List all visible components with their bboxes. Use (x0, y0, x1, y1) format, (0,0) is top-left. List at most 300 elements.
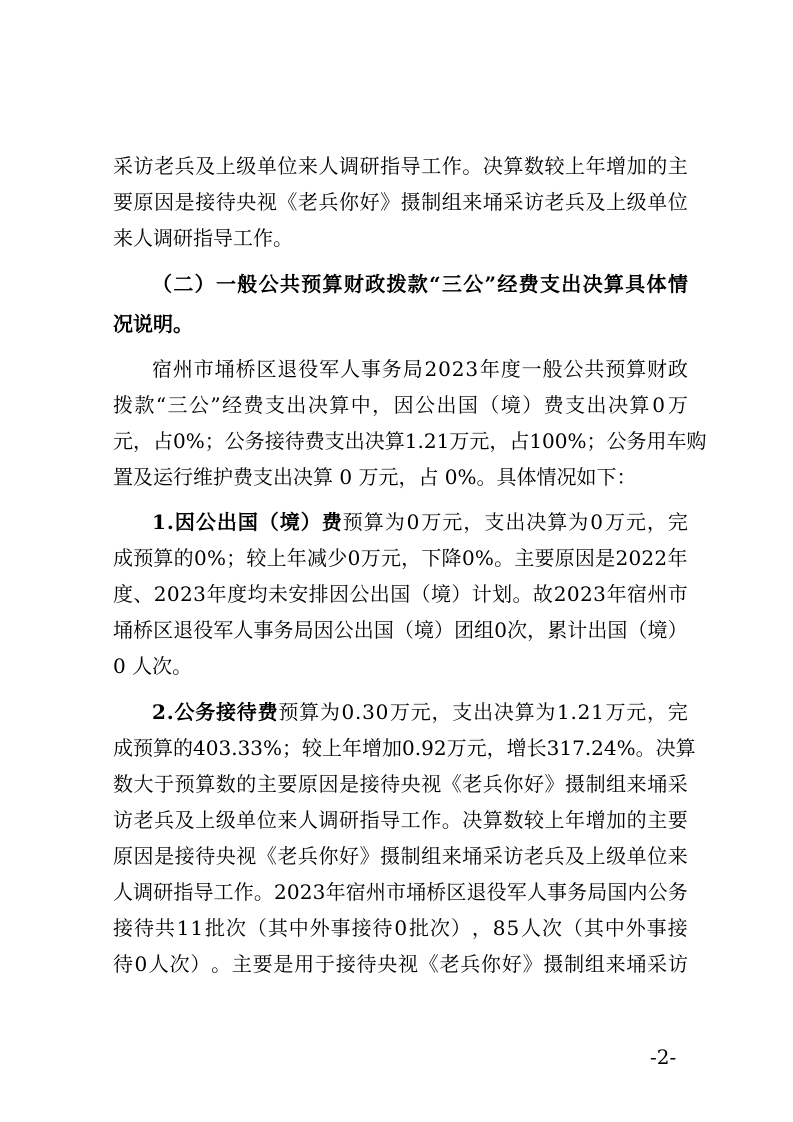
bold-text-segment: 体 (646, 272, 667, 296)
text-segment: 州 (172, 357, 193, 381)
text-segment: 国 (607, 880, 628, 904)
text-segment: 2 (424, 357, 438, 381)
text-segment: 次 (169, 952, 190, 976)
bold-text-segment: 公 (258, 272, 279, 296)
text-line (113, 838, 688, 874)
text-segment: 待 (380, 772, 401, 796)
text-segment: 退 (466, 880, 487, 904)
text-segment: 是 (174, 190, 195, 214)
text-segment: 的 (173, 736, 193, 760)
text-segment: 采 (113, 154, 133, 178)
text-segment: 作 (233, 880, 254, 904)
text-segment: 数 (503, 808, 524, 832)
text-segment: 费 (304, 429, 325, 453)
text-segment: 工 (213, 880, 234, 904)
text-segment: （ (479, 393, 500, 417)
bold-text-segment: 出 (216, 510, 237, 534)
bold-text-segment: 务 (195, 700, 216, 724)
text-segment: 数 (523, 154, 544, 178)
text-segment: 上 (322, 736, 343, 760)
text-segment: 。 (211, 952, 232, 976)
bold-text-segment: 费 (321, 510, 342, 534)
text-segment: 万 (605, 700, 626, 724)
text-segment: 年 (667, 546, 688, 570)
text-segment: 万 (446, 736, 467, 760)
text-segment: 。 (253, 880, 274, 904)
text-segment: 故 (532, 582, 553, 606)
text-segment: 待 (215, 190, 236, 214)
text-segment: 0 人次。 (113, 654, 193, 678)
text-segment: 0 (438, 357, 451, 381)
text-segment: 《 (277, 190, 298, 214)
text-segment: 上 (195, 808, 216, 832)
text-segment: 用 (294, 952, 315, 976)
text-segment: 0 (375, 700, 389, 724)
text-segment: 视 (236, 844, 257, 868)
text-segment: 退 (277, 357, 298, 381)
text-segment: 老 (523, 844, 544, 868)
bold-text-segment: 算 (322, 272, 343, 296)
text-segment: 级 (236, 154, 257, 178)
text-segment: 区 (256, 357, 277, 381)
text-segment: 算 (675, 736, 696, 760)
text-segment: 支 (264, 393, 285, 417)
text-segment: 公 (188, 393, 209, 417)
text-segment: 决 (364, 429, 385, 453)
text-segment: 决 (462, 808, 483, 832)
text-segment: 你 (339, 190, 360, 214)
text-segment: 预 (133, 736, 153, 760)
text-segment: 未 (267, 582, 288, 606)
text-segment: 年 (286, 546, 307, 570)
text-segment: 0 (134, 952, 148, 976)
text-segment: 元 (466, 736, 487, 760)
bold-text-segment: 况说明。 (113, 312, 193, 336)
text-segment: 事 (360, 357, 381, 381)
text-segment: 4 (193, 736, 206, 760)
text-segment: 预 (133, 546, 154, 570)
text-segment: 3 (237, 736, 251, 760)
text-segment: 作 (421, 808, 442, 832)
text-segment: 。 (512, 582, 533, 606)
text-segment: 1 (591, 700, 604, 724)
text-segment: 要 (252, 952, 273, 976)
text-line (113, 612, 688, 648)
text-segment: 、 (133, 582, 154, 606)
text-segment: 央 (400, 772, 421, 796)
text-segment: 人 (148, 952, 169, 976)
text-segment: 》 (380, 190, 401, 214)
text-segment: 公 (333, 618, 354, 642)
text-segment: 内 (627, 880, 648, 904)
text-segment: 加 (626, 154, 647, 178)
text-segment: 役 (298, 357, 319, 381)
text-segment: 是 (273, 952, 294, 976)
text-segment: 元 (410, 700, 431, 724)
text-line (113, 802, 688, 838)
text-line (113, 540, 688, 576)
text-segment: 上 (544, 808, 565, 832)
bold-text-segment: 公 (174, 700, 195, 724)
text-segment: 桥 (426, 880, 447, 904)
text-segment: 摄 (565, 772, 586, 796)
text-segment: 2 (153, 582, 167, 606)
text-segment: 公 (224, 429, 245, 453)
text-segment: 数 (215, 772, 236, 796)
text-segment: 。 (635, 736, 656, 760)
text-segment: 原 (133, 190, 154, 214)
bold-text-segment: “ (429, 272, 441, 296)
text-segment: 组 (441, 190, 462, 214)
text-segment: 访 (133, 154, 154, 178)
text-segment: 决 (482, 154, 503, 178)
text-segment: 出 (286, 393, 307, 417)
text-segment: ， (133, 429, 153, 453)
text-segment: 占 (153, 429, 173, 453)
text-segment: 2 (654, 546, 668, 570)
text-segment: 3 (362, 700, 375, 724)
text-line (152, 694, 688, 730)
text-segment: 财 (646, 357, 667, 381)
text-segment: 1 (559, 736, 573, 760)
text-segment: 埇 (482, 190, 503, 214)
text-segment: 局 (293, 618, 314, 642)
text-segment: . (417, 429, 424, 453)
text-segment: 摄 (380, 844, 401, 868)
bold-text-segment: 1 (152, 510, 166, 534)
text-segment: 的 (626, 808, 647, 832)
text-line (113, 306, 688, 342)
text-segment: 区 (446, 880, 467, 904)
text-segment: 要 (113, 190, 133, 214)
text-segment: 其 (583, 916, 604, 940)
text-segment: 埇 (626, 952, 647, 976)
text-segment: 单 (236, 808, 257, 832)
text-segment: 兵 (544, 844, 565, 868)
text-segment: ， (646, 510, 667, 534)
text-segment: 累 (547, 618, 568, 642)
text-segment: 兵 (460, 952, 481, 976)
text-segment: 境 (430, 582, 451, 606)
text-segment: ） (190, 952, 211, 976)
text-segment: 3 (218, 736, 232, 760)
text-line (113, 220, 688, 256)
text-segment: 因 (393, 393, 414, 417)
text-segment: 因 (133, 844, 154, 868)
text-segment: 2 (577, 700, 591, 724)
text-segment: 度 (227, 582, 248, 606)
bold-text-segment: 费 (518, 272, 539, 296)
text-segment: 0 (542, 429, 555, 453)
text-segment: 老 (544, 190, 565, 214)
text-segment: 接 (359, 772, 380, 796)
text-segment: 访 (667, 952, 688, 976)
text-line (113, 576, 688, 612)
bold-text-segment: 三 (441, 272, 462, 296)
text-segment: 次 (225, 916, 246, 940)
text-segment: 其 (267, 916, 288, 940)
text-segment: 度 (113, 582, 133, 606)
text-segment: 国 (373, 618, 394, 642)
text-segment: 务 (567, 880, 588, 904)
text-segment: 访 (503, 844, 524, 868)
text-segment: 人 (113, 880, 133, 904)
text-segment: 军 (506, 880, 527, 904)
text-segment: 一 (521, 357, 542, 381)
text-segment: 公 (647, 880, 668, 904)
text-segment: 费 (243, 393, 264, 417)
text-segment: 决 (607, 393, 628, 417)
bold-text-segment: ） (300, 510, 321, 534)
text-segment: 接 (335, 952, 356, 976)
bold-text-segment: . (166, 510, 174, 534)
text-segment: 0 (166, 582, 180, 606)
text-segment: 为 (384, 510, 405, 534)
bold-text-segment: 具 (625, 272, 646, 296)
text-segment: 桥 (235, 357, 256, 381)
text-segment: ， (471, 916, 492, 940)
text-segment: 采 (667, 772, 688, 796)
text-segment: 接 (174, 844, 195, 868)
text-segment: 万 (449, 429, 470, 453)
text-segment: 年 (325, 880, 346, 904)
bold-text-segment: 情 (667, 272, 688, 296)
text-segment: 老 (277, 844, 298, 868)
text-segment: 度 (500, 357, 521, 381)
text-segment: 兵 (565, 190, 586, 214)
text-segment: 较 (302, 736, 323, 760)
text-segment: 出 (473, 700, 494, 724)
text-segment: ） (451, 582, 472, 606)
text-line (152, 266, 688, 302)
text-segment: 算 (329, 393, 350, 417)
text-segment: 加 (606, 808, 627, 832)
text-segment: 研 (339, 808, 360, 832)
text-segment: 的 (647, 154, 668, 178)
text-segment: 决 (493, 700, 514, 724)
text-segment: 支 (565, 393, 586, 417)
text-segment: 上 (585, 844, 606, 868)
text-segment: 于 (154, 772, 175, 796)
text-segment: 是 (154, 844, 175, 868)
text-segment: 工 (421, 154, 442, 178)
text-segment: 接 (264, 429, 285, 453)
text-segment: 待 (195, 844, 216, 868)
text-segment: 预 (278, 700, 299, 724)
text-segment: . (414, 736, 422, 760)
text-segment: 划 (492, 582, 513, 606)
text-segment: 于 (314, 952, 335, 976)
text-segment: 0 (554, 429, 568, 453)
text-segment: 市 (193, 357, 214, 381)
text-segment: 接 (351, 916, 372, 940)
text-segment: “ (155, 393, 167, 417)
text-segment: 政 (667, 357, 688, 381)
text-segment: 出 (505, 510, 526, 534)
text-segment: 增 (585, 808, 606, 832)
text-segment: 2 (180, 582, 193, 606)
text-segment: 少 (327, 546, 348, 570)
text-segment: 2 (591, 736, 604, 760)
text-segment: 均 (247, 582, 268, 606)
text-line (113, 423, 707, 459)
text-segment: % (263, 736, 283, 760)
text-segment: 万 (604, 510, 625, 534)
text-segment: 区 (153, 618, 174, 642)
text-segment: 来 (297, 154, 318, 178)
text-segment: 摄 (543, 952, 564, 976)
text-segment: 1 (176, 916, 190, 940)
text-segment: 境 (413, 618, 434, 642)
text-segment: 年 (606, 582, 627, 606)
text-segment: ） (522, 393, 543, 417)
text-segment: 市 (667, 582, 688, 606)
text-segment: 占 (509, 429, 530, 453)
text-segment: 州 (647, 582, 668, 606)
text-segment: 因 (313, 618, 334, 642)
text-segment: 决 (526, 510, 547, 534)
text-segment: 局 (587, 880, 608, 904)
text-segment: 老 (297, 190, 318, 214)
text-segment: 来 (605, 952, 626, 976)
text-segment: 访 (113, 808, 133, 832)
bold-text-segment: 经 (497, 272, 518, 296)
text-segment: 《 (256, 844, 277, 868)
text-segment: 役 (193, 618, 214, 642)
text-segment: 事 (253, 618, 274, 642)
text-segment: 中 (288, 916, 309, 940)
text-segment: % (185, 429, 205, 453)
bold-text-segment: （ (152, 272, 172, 296)
text-segment: 退 (173, 618, 194, 642)
text-segment: 成 (113, 736, 133, 760)
text-segment: 级 (215, 808, 236, 832)
bold-text-segment: 支 (539, 272, 560, 296)
bold-text-segment: （ (258, 510, 279, 534)
text-segment: 元 (442, 510, 463, 534)
text-segment: 3 (250, 736, 264, 760)
text-segment: 算 (514, 700, 535, 724)
text-segment: 元 (469, 429, 490, 453)
text-segment: 5 (506, 916, 520, 940)
text-segment: 支 (452, 700, 473, 724)
text-segment: 较 (246, 546, 267, 570)
text-segment: % (474, 546, 494, 570)
text-segment: 兵 (297, 844, 318, 868)
text-segment: 0 (402, 736, 415, 760)
text-segment: 来 (441, 844, 462, 868)
bold-text-segment: 决 (582, 272, 603, 296)
text-line (113, 766, 688, 802)
text-segment: 算 (153, 546, 174, 570)
text-segment: 及 (565, 844, 586, 868)
text-segment: 单 (626, 844, 647, 868)
text-segment: 万 (667, 393, 688, 417)
text-segment: 央 (377, 952, 398, 976)
text-segment: 役 (486, 880, 507, 904)
text-segment: 0 (652, 393, 666, 417)
text-segment: 研 (359, 154, 380, 178)
text-segment: 万 (421, 510, 442, 534)
text-segment: （ (246, 916, 267, 940)
text-segment: % (206, 546, 226, 570)
text-segment: （ (627, 618, 648, 642)
text-segment: 级 (606, 844, 627, 868)
text-segment: 老 (439, 952, 460, 976)
text-segment: 共 (154, 916, 175, 940)
text-segment: 好 (501, 952, 522, 976)
text-segment: 次 (507, 618, 528, 642)
text-segment: ， (372, 393, 393, 417)
text-segment: 人 (318, 154, 339, 178)
text-segment: 务 (381, 357, 402, 381)
text-segment: 制 (564, 952, 585, 976)
text-segment: ） (450, 916, 471, 940)
text-segment: 万 (389, 700, 410, 724)
text-segment: ， (647, 700, 668, 724)
text-line (113, 148, 688, 184)
text-segment: 军 (213, 618, 234, 642)
text-segment: 人 (340, 357, 361, 381)
text-segment: 务 (667, 880, 688, 904)
text-segment: 算 (503, 154, 524, 178)
text-segment: 国 (390, 582, 411, 606)
text-segment: 0 (406, 510, 420, 534)
text-segment: 0 (494, 618, 507, 642)
text-segment: 置及运行维护费支出决算 0 万元，占 0%。具体情况如下： (113, 465, 637, 489)
text-segment: 算 (629, 393, 650, 417)
bold-text-segment: 财 (343, 272, 364, 296)
text-segment: 级 (626, 190, 647, 214)
text-segment: 1 (190, 916, 204, 940)
text-segment: 接 (667, 916, 688, 940)
text-segment: 访 (523, 190, 544, 214)
text-segment: 0 (461, 546, 475, 570)
text-segment: 及 (585, 190, 606, 214)
bold-text-segment: 费 (257, 700, 278, 724)
text-segment: 视 (421, 772, 442, 796)
text-segment: 减 (306, 546, 327, 570)
text-segment: 成 (113, 546, 133, 570)
text-segment: 增 (506, 736, 527, 760)
text-segment: 兵 (174, 154, 195, 178)
text-segment: 主 (514, 546, 535, 570)
text-segment: 视 (397, 952, 418, 976)
bold-text-segment: . (166, 700, 174, 724)
bold-text-segment: 款 (407, 272, 428, 296)
text-segment: 导 (400, 154, 421, 178)
text-segment: 央 (215, 844, 236, 868)
text-segment: 单 (647, 190, 668, 214)
text-segment: 来 (667, 844, 688, 868)
text-segment: 费 (543, 393, 564, 417)
bold-text-segment: 二 (173, 272, 194, 296)
bold-text-segment: 因 (174, 510, 195, 534)
text-segment: 调 (318, 808, 339, 832)
text-segment: 购 (686, 429, 707, 453)
text-segment: 境 (647, 618, 668, 642)
text-segment: 算 (626, 357, 647, 381)
text-segment: 安 (288, 582, 309, 606)
text-segment: 降 (441, 546, 462, 570)
text-segment: 兵 (482, 772, 503, 796)
text-segment: 年 (585, 154, 606, 178)
text-segment: 国 (457, 393, 478, 417)
text-segment: 9 (421, 736, 434, 760)
text-segment: 拨 (113, 393, 133, 417)
text-segment: 你 (481, 952, 502, 976)
text-segment: 军 (319, 357, 340, 381)
